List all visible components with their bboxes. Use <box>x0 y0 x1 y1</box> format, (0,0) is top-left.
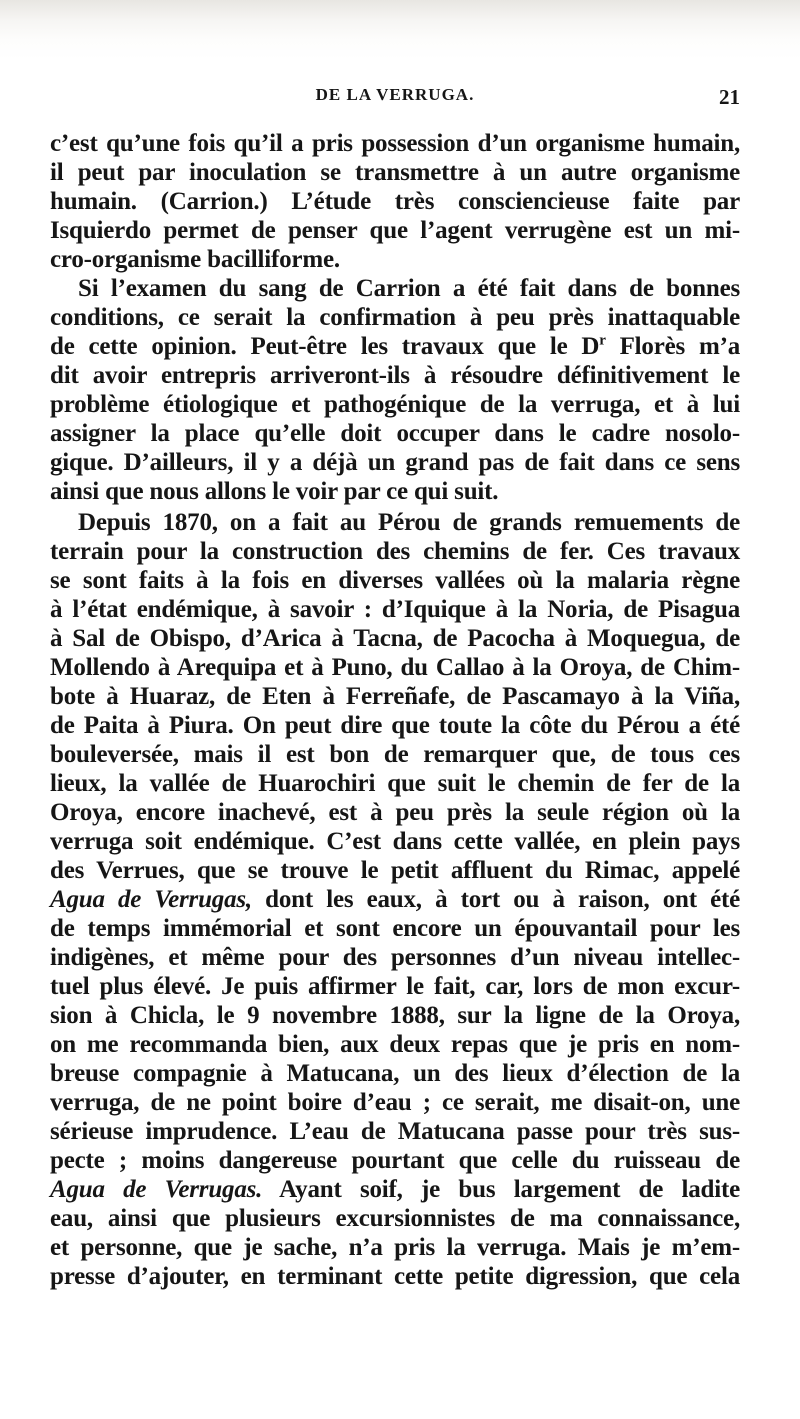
text-line: humain. (Carrion.) L’étude très consciencieuse faite par <box>50 188 740 215</box>
text-line: il peut par inoculation se transmettre à un autre organisme <box>50 159 740 186</box>
page-header <box>50 85 740 119</box>
text-line: Depuis 1870, on a fait au Pérou de grands remuements de <box>78 509 740 536</box>
text-line: bote à Huaraz, de Eten à Ferreñafe, de Pascamayo à la Viña, <box>50 683 740 710</box>
text-line: sion à Chicla, le 9 novembre 1888, sur la ligne de la Oroya, <box>50 1002 740 1029</box>
text-line: Mollendo à Arequipa et à Puno, du Callao à la Oroya, de Chim- <box>50 654 740 681</box>
text-segment: Ayant soif, je bus largement de ladite <box>262 1176 740 1203</box>
text-segment: de cette opinion. Peut-être les travaux que le D <box>50 333 600 360</box>
text-line: lieux, la vallée de Huarochiri que suit le chemin de fer de la <box>50 770 740 797</box>
italic-place-name: Agua de Verrugas, <box>50 886 252 913</box>
text-line: indigènes, et même pour des personnes d’un niveau intellec- <box>50 944 740 971</box>
text-line: assigner la place qu’elle doit occuper dans le cadre nosolo- <box>50 420 740 447</box>
text-line: de Paita à Piura. On peut dire que toute la côte du Pérou a été <box>50 712 740 739</box>
text-line: bouleversée, mais il est bon de remarquer que, de tous ces <box>50 741 740 768</box>
text-line: on me recommanda bien, aux deux repas que je pris en nom- <box>50 1031 740 1058</box>
text-line: Si l’examen du sang de Carrion a été fait dans de bonnes <box>78 275 740 302</box>
text-line: et personne, que je sache, n’a pris la verruga. Mais je m’em- <box>50 1234 740 1261</box>
text-line: ainsi que nous allons le voir par ce qui suit. <box>50 478 499 505</box>
text-line: Oroya, encore inachevé, est à peu près la seule région où la <box>50 799 740 826</box>
text-line: c’est qu’une fois qu’il a pris possession d’un organisme humain, <box>50 130 740 157</box>
text-line: sérieuse imprudence. L’eau de Matucana passe pour très sus- <box>50 1118 740 1145</box>
text-line: à l’état endémique, à savoir : d’Iquique à la Noria, de Pisagua <box>50 596 740 623</box>
superscript: r <box>599 332 606 349</box>
text-line: breuse compagnie à Matucana, un des lieux d’élection de la <box>50 1060 740 1087</box>
text-line: Isquierdo permet de penser que l’agent verrugène est un mi- <box>50 217 740 244</box>
italic-place-name: Agua de Verrugas. <box>50 1176 263 1203</box>
page-number: 21 <box>719 85 740 109</box>
text-line: problème étiologique et pathogénique de la verruga, et à lui <box>50 391 740 418</box>
text-line: à Sal de Obispo, d’Arica à Tacna, de Pacocha à Moquegua, de <box>50 625 740 652</box>
text-line: verruga, de ne point boire d’eau ; ce serait, me disait-on, une <box>50 1089 740 1116</box>
text-line: conditions, ce serait la confirmation à peu près inattaquable <box>50 304 740 331</box>
running-title: DE LA VERRUGA. <box>315 85 475 104</box>
text-line: eau, ainsi que plusieurs excursionnistes de ma connaissance, <box>50 1205 740 1232</box>
text-line: des Verrues, que se trouve le petit affluent du Rimac, appelé <box>50 857 740 884</box>
text-line: verruga soit endémique. C’est dans cette vallée, en plein pays <box>50 828 740 855</box>
text-line: presse d’ajouter, en terminant cette petite digression, que cela <box>50 1263 740 1290</box>
text-line: cro-organisme bacilliforme. <box>50 246 340 273</box>
text-line: terrain pour la construction des chemins de fer. Ces travaux <box>50 538 740 565</box>
text-line: de temps immémorial et sont encore un épouvantail pour les <box>50 915 740 942</box>
text-line: se sont faits à la fois en diverses vallées où la malaria règne <box>50 567 740 594</box>
text-segment: dont les eaux, à tort ou à raison, ont été <box>251 886 740 913</box>
text-line: dit avoir entrepris arriveront-ils à résoudre définitivement le <box>50 362 740 389</box>
text-line: tuel plus élevé. Je puis affirmer le fait, car, lors de mon excur- <box>50 973 740 1000</box>
text-line: pecte ; moins dangereuse pourtant que celle du ruisseau de <box>50 1147 740 1174</box>
text-segment: Florès m’a <box>605 333 741 360</box>
text-line: gique. D’ailleurs, il y a déjà un grand pas de fait dans ce sens <box>50 449 740 476</box>
